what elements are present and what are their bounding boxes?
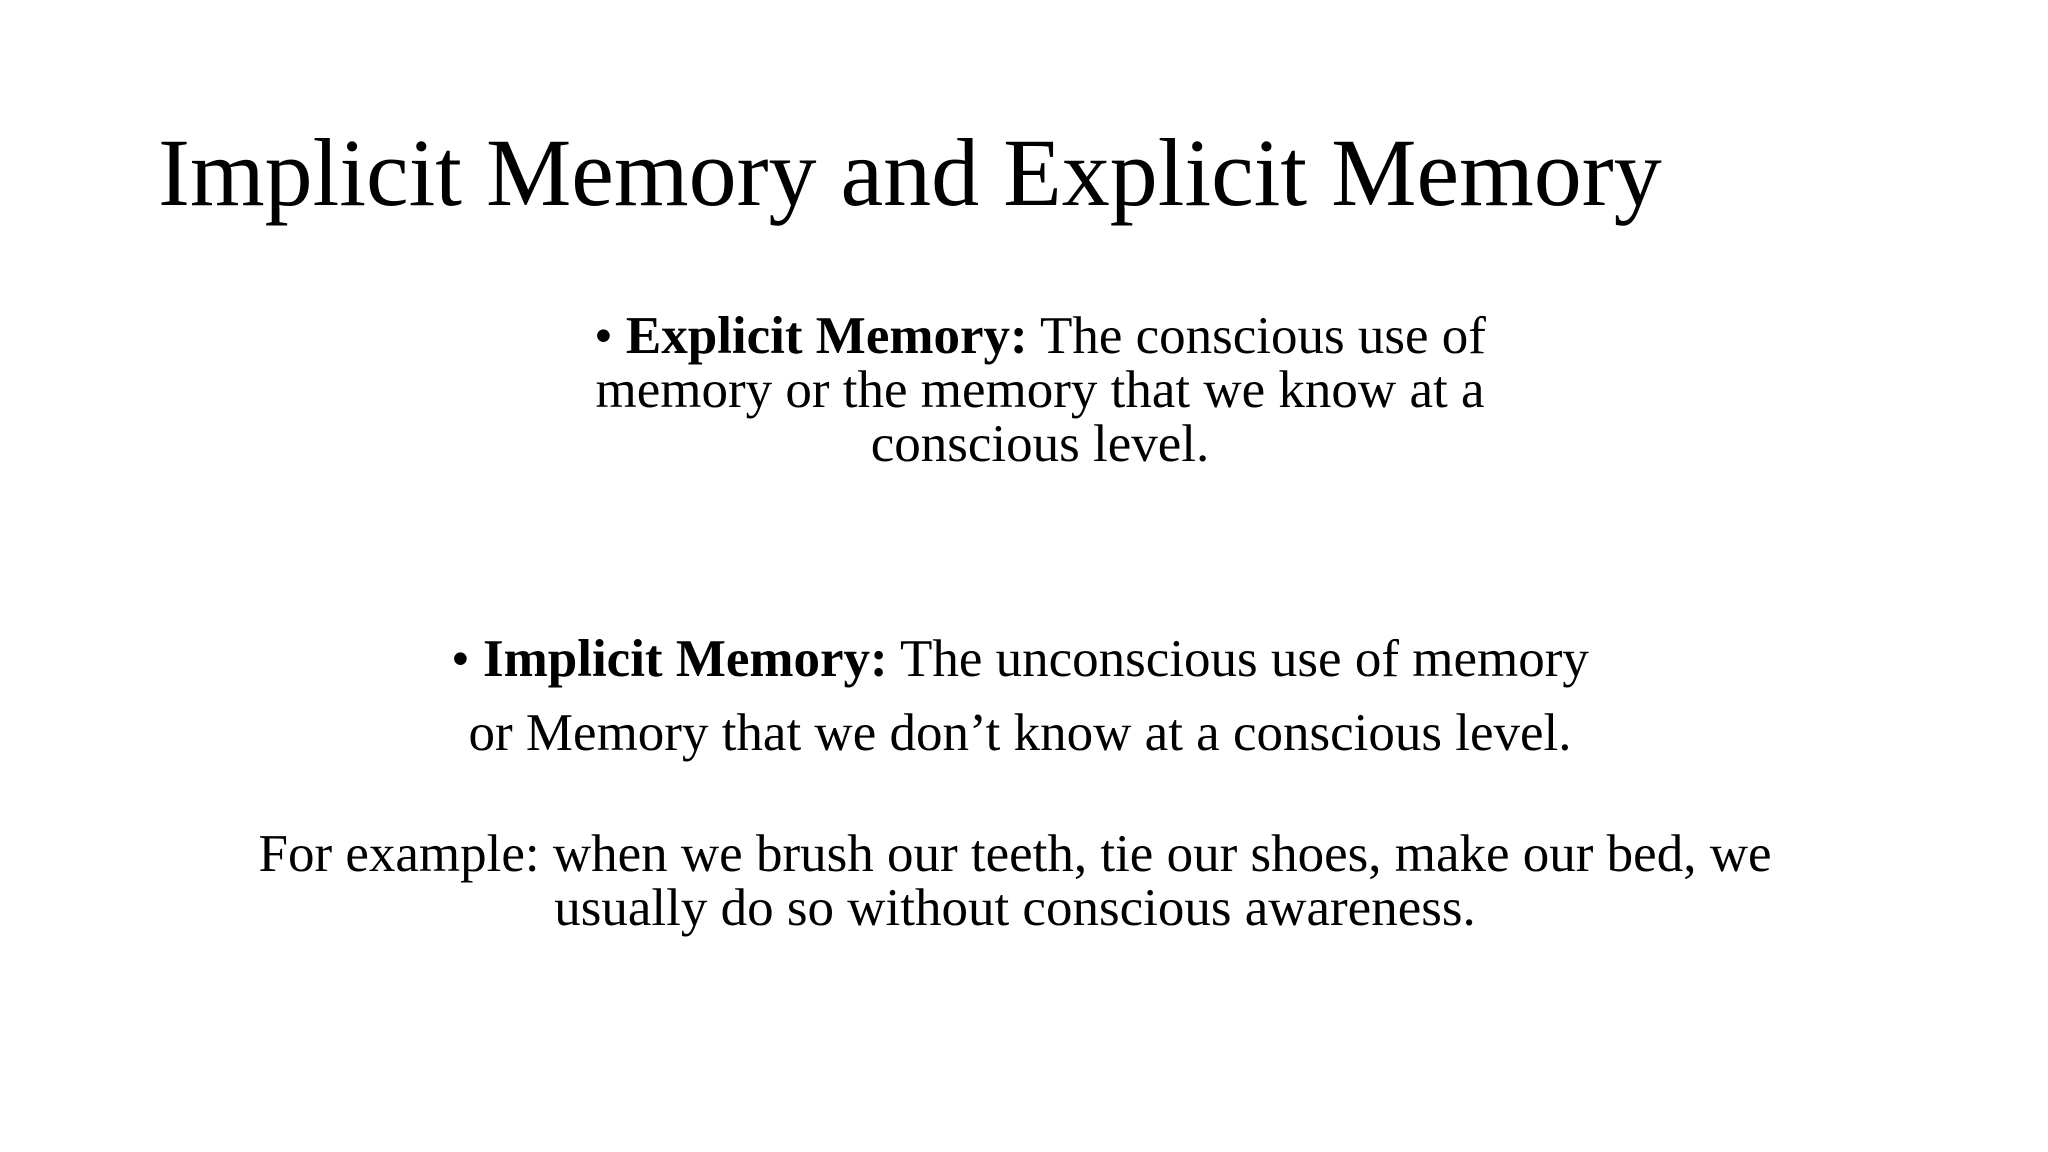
explicit-memory-definition-start: The conscious use of [1027, 307, 1486, 365]
explicit-memory-line-1 [440, 309, 1640, 363]
example-line-1: For example: when we brush our teeth, tie our shoes, make our bed, we [258, 825, 1772, 883]
explicit-memory-line-2: memory or the memory that we know at a [595, 361, 1485, 419]
implicit-memory-term: Implicit Memory: [482, 630, 888, 688]
bullet-marker: • [451, 630, 470, 688]
explicit-memory-term: Explicit Memory: [625, 307, 1028, 365]
bullet-marker: • [594, 307, 613, 365]
explicit-memory-line-3: conscious level. [870, 415, 1210, 473]
explicit-memory-bullet [440, 309, 1640, 471]
implicit-memory-definition-start: The unconscious use of memory [887, 630, 1589, 688]
implicit-memory-line-1 [420, 622, 1620, 696]
slide-title: Implicit Memory and Explicit Memory [158, 119, 1662, 226]
implicit-memory-line-2: or Memory that we don’t know at a conscious level. [468, 704, 1572, 762]
example-paragraph [150, 827, 1880, 935]
implicit-memory-bullet [420, 622, 1620, 770]
example-line-2: usually do so without conscious awareness. [554, 879, 1476, 937]
